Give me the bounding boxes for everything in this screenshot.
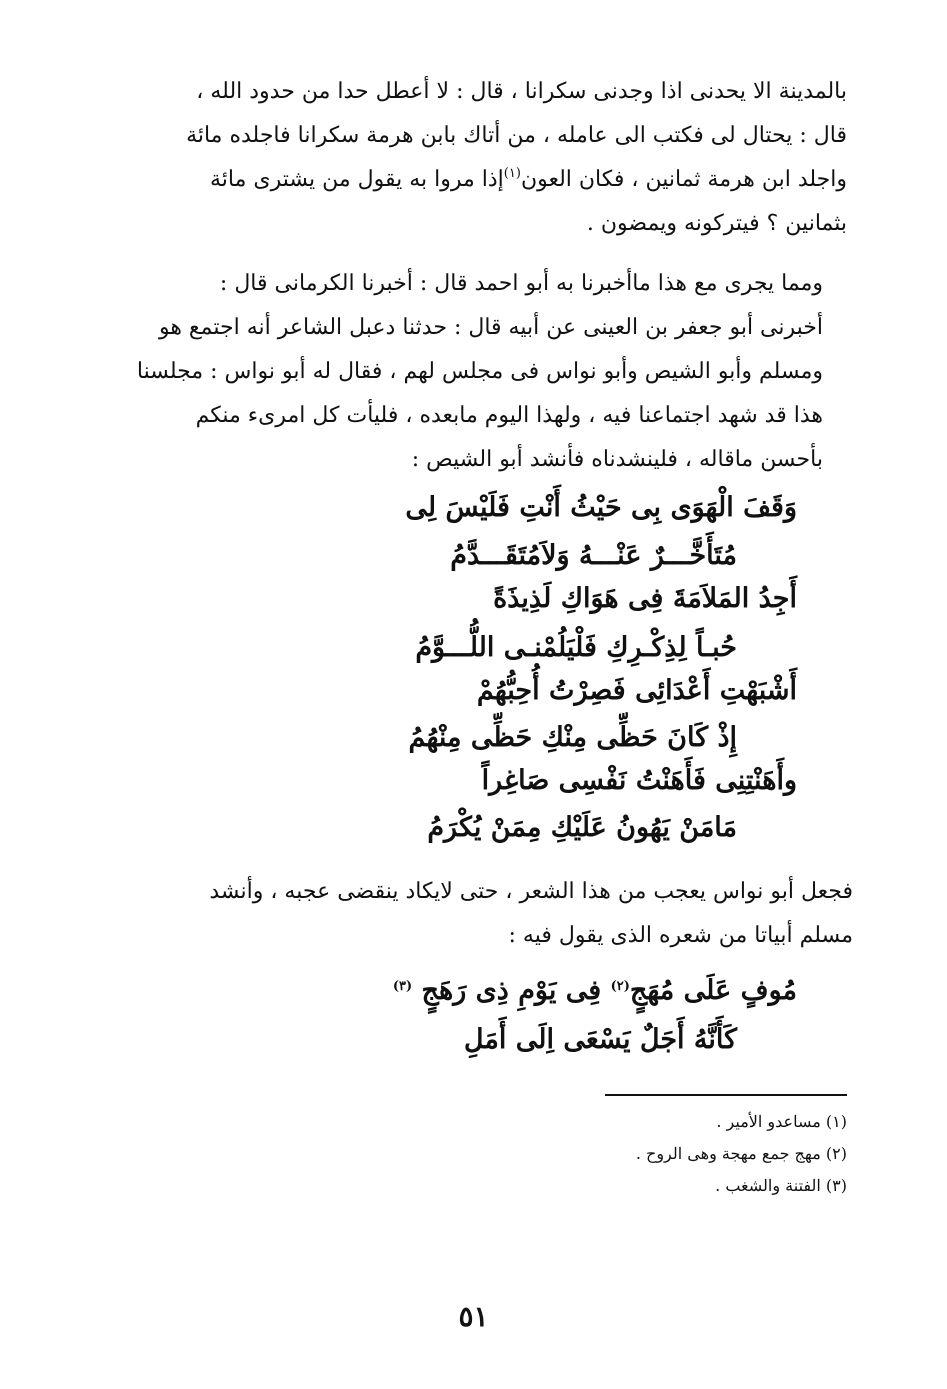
footnote-marker-1: (١): [503, 166, 521, 181]
paragraph-line: قال : يحتال لى فكتب الى عامله ، من أتاك بابن هرمة سكرانا فاجلده مائة: [186, 123, 847, 148]
paragraph-line: ومسلم وأبو الشيص وأبو نواس فى مجلس لهم ، فقال له أبو نواس : مجلسنا: [136, 359, 823, 384]
footnote-1: (١) مساعدو الأمير .: [716, 1112, 847, 1131]
paragraph-line: مسلم أبياتا من شعره الذى يقول فيه :: [508, 923, 853, 948]
verse-line: كَأَنَّهُ أَجَلٌ يَسْعَى اِلَى أَمَلِ: [463, 1024, 737, 1055]
footnote-2: (٢) مهج جمع مهجة وهى الروح .: [635, 1144, 847, 1163]
verse-line: [393, 975, 797, 1006]
footnote-divider: [605, 1094, 847, 1096]
paragraph-line: أخبرنى أبو جعفر بن العينى عن أبيه قال : حدثنا دعبل الشاعر أنه اجتمع هو: [158, 315, 823, 340]
paragraph-line: بأحسن ماقاله ، فلينشدناه فأنشد أبو الشيص :: [411, 447, 823, 472]
verse-line: وأَهَنْتِنِى فَأَهَنْتُ نَفْسِى صَاغِراً: [481, 765, 797, 796]
verse-line: أَجِدُ المَلاَمَةَ فِى هَوَاكِ لَذِيذَةً: [493, 583, 797, 614]
paragraph-line: بثمانين ؟ فيتركونه ويمضون .: [586, 211, 847, 236]
verse-line: أَشْبَهْتِ أَعْدَائِى فَصِرْتُ أُحِبُّهُمْ: [476, 675, 797, 706]
paragraph-line-part: واجلد ابن هرمة ثمانين ، فكان العون: [520, 167, 847, 192]
footnote-marker-2: (٢): [610, 979, 630, 994]
paragraph-line: فجعل أبو نواس يعجب من هذا الشعر ، حتى لايكاد ينقضى عجبه ، وأنشد: [209, 879, 853, 904]
paragraph-line: هذا قد شهد اجتماعنا فيه ، ولهذا اليوم مابعده ، فليأت كل امرىء منكم: [195, 403, 823, 428]
footnotes: [347, 1106, 847, 1202]
footnote-marker-3: (٣): [392, 979, 413, 994]
verse-line: حُبـاً لِذِكْـرِكِ فَلْيَلُمْنـى اللُّـــوَّمُ: [415, 632, 737, 663]
paragraph-line-part: إذا مروا به يقول من يشترى مائة: [209, 167, 504, 192]
verse-part: مُوفٍ عَلَى مُهَجٍ: [629, 975, 797, 1006]
paragraph-line: بالمدينة الا يحدنى اذا وجدنى سكرانا ، قال : لا أعطل حدا من حدود الله ،: [196, 79, 847, 104]
verse-line: إِذْ كَانَ حَظِّى مِنْكِ حَظِّى مِنْهُمُ: [408, 722, 737, 753]
verse-line: مَامَنْ يَهُونُ عَلَيْكِ مِمَنْ يُكْرَمُ: [427, 812, 737, 843]
footnote-3: (٣) الفتنة والشغب .: [715, 1176, 847, 1195]
paragraph-line: ومما يجرى مع هذا ماأخبرنا به أبو احمد قال : أخبرنا الكرمانى قال :: [219, 271, 823, 296]
verse-line: مُتَأَخَّـــرٌ عَنْـــهُ وَلاَمُتَقَـــدَّمُ: [450, 540, 737, 571]
verse-line: وَقَفَ الْهَوَى بِى حَيْثُ أَنْتِ فَلَيْسَ لِى: [405, 492, 797, 523]
page-number: ٥١: [458, 1300, 489, 1333]
verse-part: فِى يَوْمِ ذِى رَهَجٍ: [421, 975, 602, 1006]
